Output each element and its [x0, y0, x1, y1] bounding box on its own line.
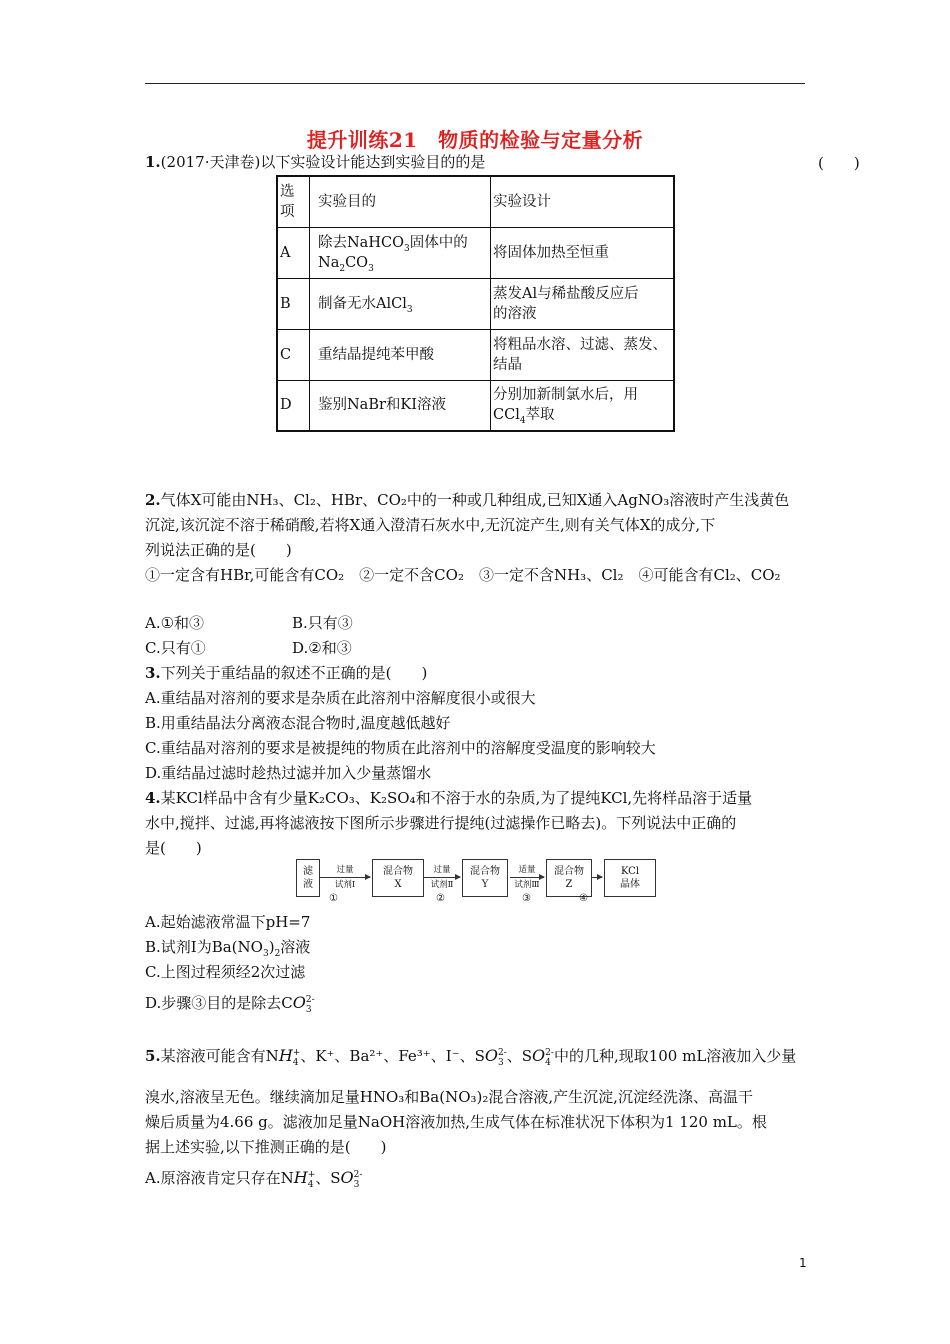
question-2-option-b: B.只有③	[292, 614, 353, 632]
question-3-stem: 3.下列关于重结晶的叙述不正确的是( )	[145, 664, 428, 682]
question-4-line-3: 是( )	[145, 839, 202, 857]
design-cell: 将粗品水溶、过滤、蒸发、 结晶	[491, 329, 675, 380]
flow-arrow-3	[510, 877, 544, 878]
table-row	[277, 278, 674, 329]
question-5-option-a: A.原溶液肯定只存在NH+ 4 、SO2- 3	[145, 1168, 363, 1190]
purpose-cell: 鉴别NaBr和KI溶液	[310, 380, 491, 431]
flow-step-1: ①	[329, 893, 338, 904]
option-cell: A	[277, 227, 310, 278]
question-1-stem	[145, 152, 485, 172]
design-cell: 分别加新制氯水后，用 CCl$_4$萃取	[491, 380, 675, 431]
question-3-option-c: C.重结晶对溶剂的要求是被提纯的物质在此溶剂中的溶解度受温度的影响较大	[145, 739, 656, 757]
flow-arrow-2	[424, 877, 460, 878]
question-1-answer-paren: ( )	[818, 154, 860, 172]
table-row	[277, 380, 674, 431]
flow-box-mixture-x: 混合物 X	[372, 859, 424, 897]
question-2-option-a: A.①和③	[145, 614, 205, 632]
flow-box-mixture-z: 混合物 Z	[546, 859, 592, 897]
table-row	[277, 227, 674, 278]
flow-box-kcl-crystal: KCl 晶体	[604, 859, 656, 897]
question-4-line-1: 4.某KCl样品中含有少量K₂CO₃、K₂SO₄和不溶于水的杂质,为了提纯KCl,先将样品溶于适量	[145, 789, 753, 807]
question-4-option-b: B.试剂Ⅰ为$Ba(NO_3)_2$溶液	[145, 938, 311, 959]
option-cell: B	[277, 278, 310, 329]
flow-arrow-1-label-top: 过量	[336, 865, 354, 875]
question-3-number: 3.	[145, 664, 161, 682]
flow-arrow-4	[592, 877, 602, 878]
flow-arrow-3-label-top: 适量	[518, 865, 536, 875]
design-cell: 蒸发Al与稀盐酸反应后 的溶液	[491, 278, 675, 329]
purpose-cell: 除去NaHCO$_3$固体中的 $Na_2CO_3$	[310, 227, 491, 278]
question-2-option-d: D.②和③	[292, 639, 352, 657]
question-1-number: 1.	[145, 153, 161, 171]
header-design: 实验设计	[491, 176, 675, 227]
header-rule	[145, 83, 805, 84]
question-2-option-c: C.只有①	[145, 639, 206, 657]
flow-arrow-2-label-bottom: 试剂Ⅱ	[430, 880, 454, 890]
table-header-row	[277, 176, 674, 227]
flow-step-4: ④	[579, 893, 588, 904]
question-2-number: 2.	[145, 491, 161, 509]
question-3-option-a: A.重结晶对溶剂的要求是杂质在此溶剂中溶解度很小或很大	[145, 689, 536, 707]
purification-flowchart	[296, 859, 656, 903]
flow-arrow-1	[320, 877, 370, 878]
question-5-line-4: 据上述实验,以下推测正确的是( )	[145, 1138, 387, 1156]
flow-box-filtrate: 滤 液	[296, 859, 320, 897]
purpose-cell: 制备无水AlCl$_3$	[310, 278, 491, 329]
question-1-text: (2017·天津卷)以下实验设计能达到实验目的的是	[160, 153, 486, 171]
question-4-option-a: A.起始滤液常温下pH=7	[145, 913, 311, 931]
question-5-number: 5.	[145, 1047, 161, 1065]
option-cell: D	[277, 380, 310, 431]
flow-step-2: ②	[436, 893, 445, 904]
option-cell: C	[277, 329, 310, 380]
page-title: 提升训练21 物质的检验与定量分析	[306, 128, 644, 152]
page-number: 1	[799, 1256, 807, 1270]
question-1-table	[276, 175, 675, 432]
question-4-option-c: C.上图过程须经2次过滤	[145, 963, 306, 981]
table-row	[277, 329, 674, 380]
question-4-line-2: 水中,搅拌、过滤,再将滤液按下图所示步骤进行提纯(过滤操作已略去)。下列说法中正确的	[145, 814, 737, 832]
flow-arrow-1-label-bottom: 试剂Ⅰ	[334, 880, 356, 890]
flow-step-3: ③	[522, 893, 531, 904]
design-cell: 将固体加热至恒重	[491, 227, 675, 278]
question-5-line-1: 5.某溶液可能含有NH+ 4 、K⁺、Ba²⁺、Fe³⁺、I⁻、SO2- 3 、SO2- 4 中的几种,现取100 mL溶液加入少量	[145, 1046, 797, 1068]
flow-box-mixture-y: 混合物 Y	[462, 859, 508, 897]
question-4-number: 4.	[145, 789, 161, 807]
question-4-option-d: D.步骤③目的是除去CO2- 3	[145, 993, 315, 1015]
question-2-line-1: 2.气体X可能由NH₃、Cl₂、HBr、CO₂中的一种或几种组成,已知X通入AgNO₃溶液时产生浅黄色	[145, 491, 790, 509]
header-option: 选项	[277, 176, 310, 227]
question-2-statements: ①一定含有HBr,可能含有CO₂ ②一定不含CO₂ ③一定不含NH₃、Cl₂ ④可能含有Cl₂、CO₂	[145, 566, 781, 584]
header-purpose: 实验目的	[310, 176, 491, 227]
flow-arrow-2-label-top: 过量	[433, 865, 451, 875]
question-3-option-d: D.重结晶过滤时趁热过滤并加入少量蒸馏水	[145, 764, 432, 782]
question-2-line-3: 列说法正确的是( )	[145, 541, 292, 559]
question-5-line-2: 溴水,溶液呈无色。继续滴加足量HNO₃和Ba(NO₃)₂混合溶液,产生沉淀,沉淀经洗涤、高温干	[145, 1088, 753, 1106]
purpose-cell: 重结晶提纯苯甲酸	[310, 329, 491, 380]
question-2-line-2: 沉淀,该沉淀不溶于稀硝酸,若将X通入澄清石灰水中,无沉淀产生,则有关气体X的成分,下	[145, 516, 716, 534]
question-5-line-3: 燥后质量为4.66 g。滤液加足量NaOH溶液加热,生成气体在标准状况下体积为1 120 mL。根	[145, 1113, 767, 1131]
flow-arrow-3-label-bottom: 试剂Ⅲ	[514, 880, 540, 890]
question-3-option-b: B.用重结晶法分离液态混合物时,温度越低越好	[145, 714, 451, 732]
